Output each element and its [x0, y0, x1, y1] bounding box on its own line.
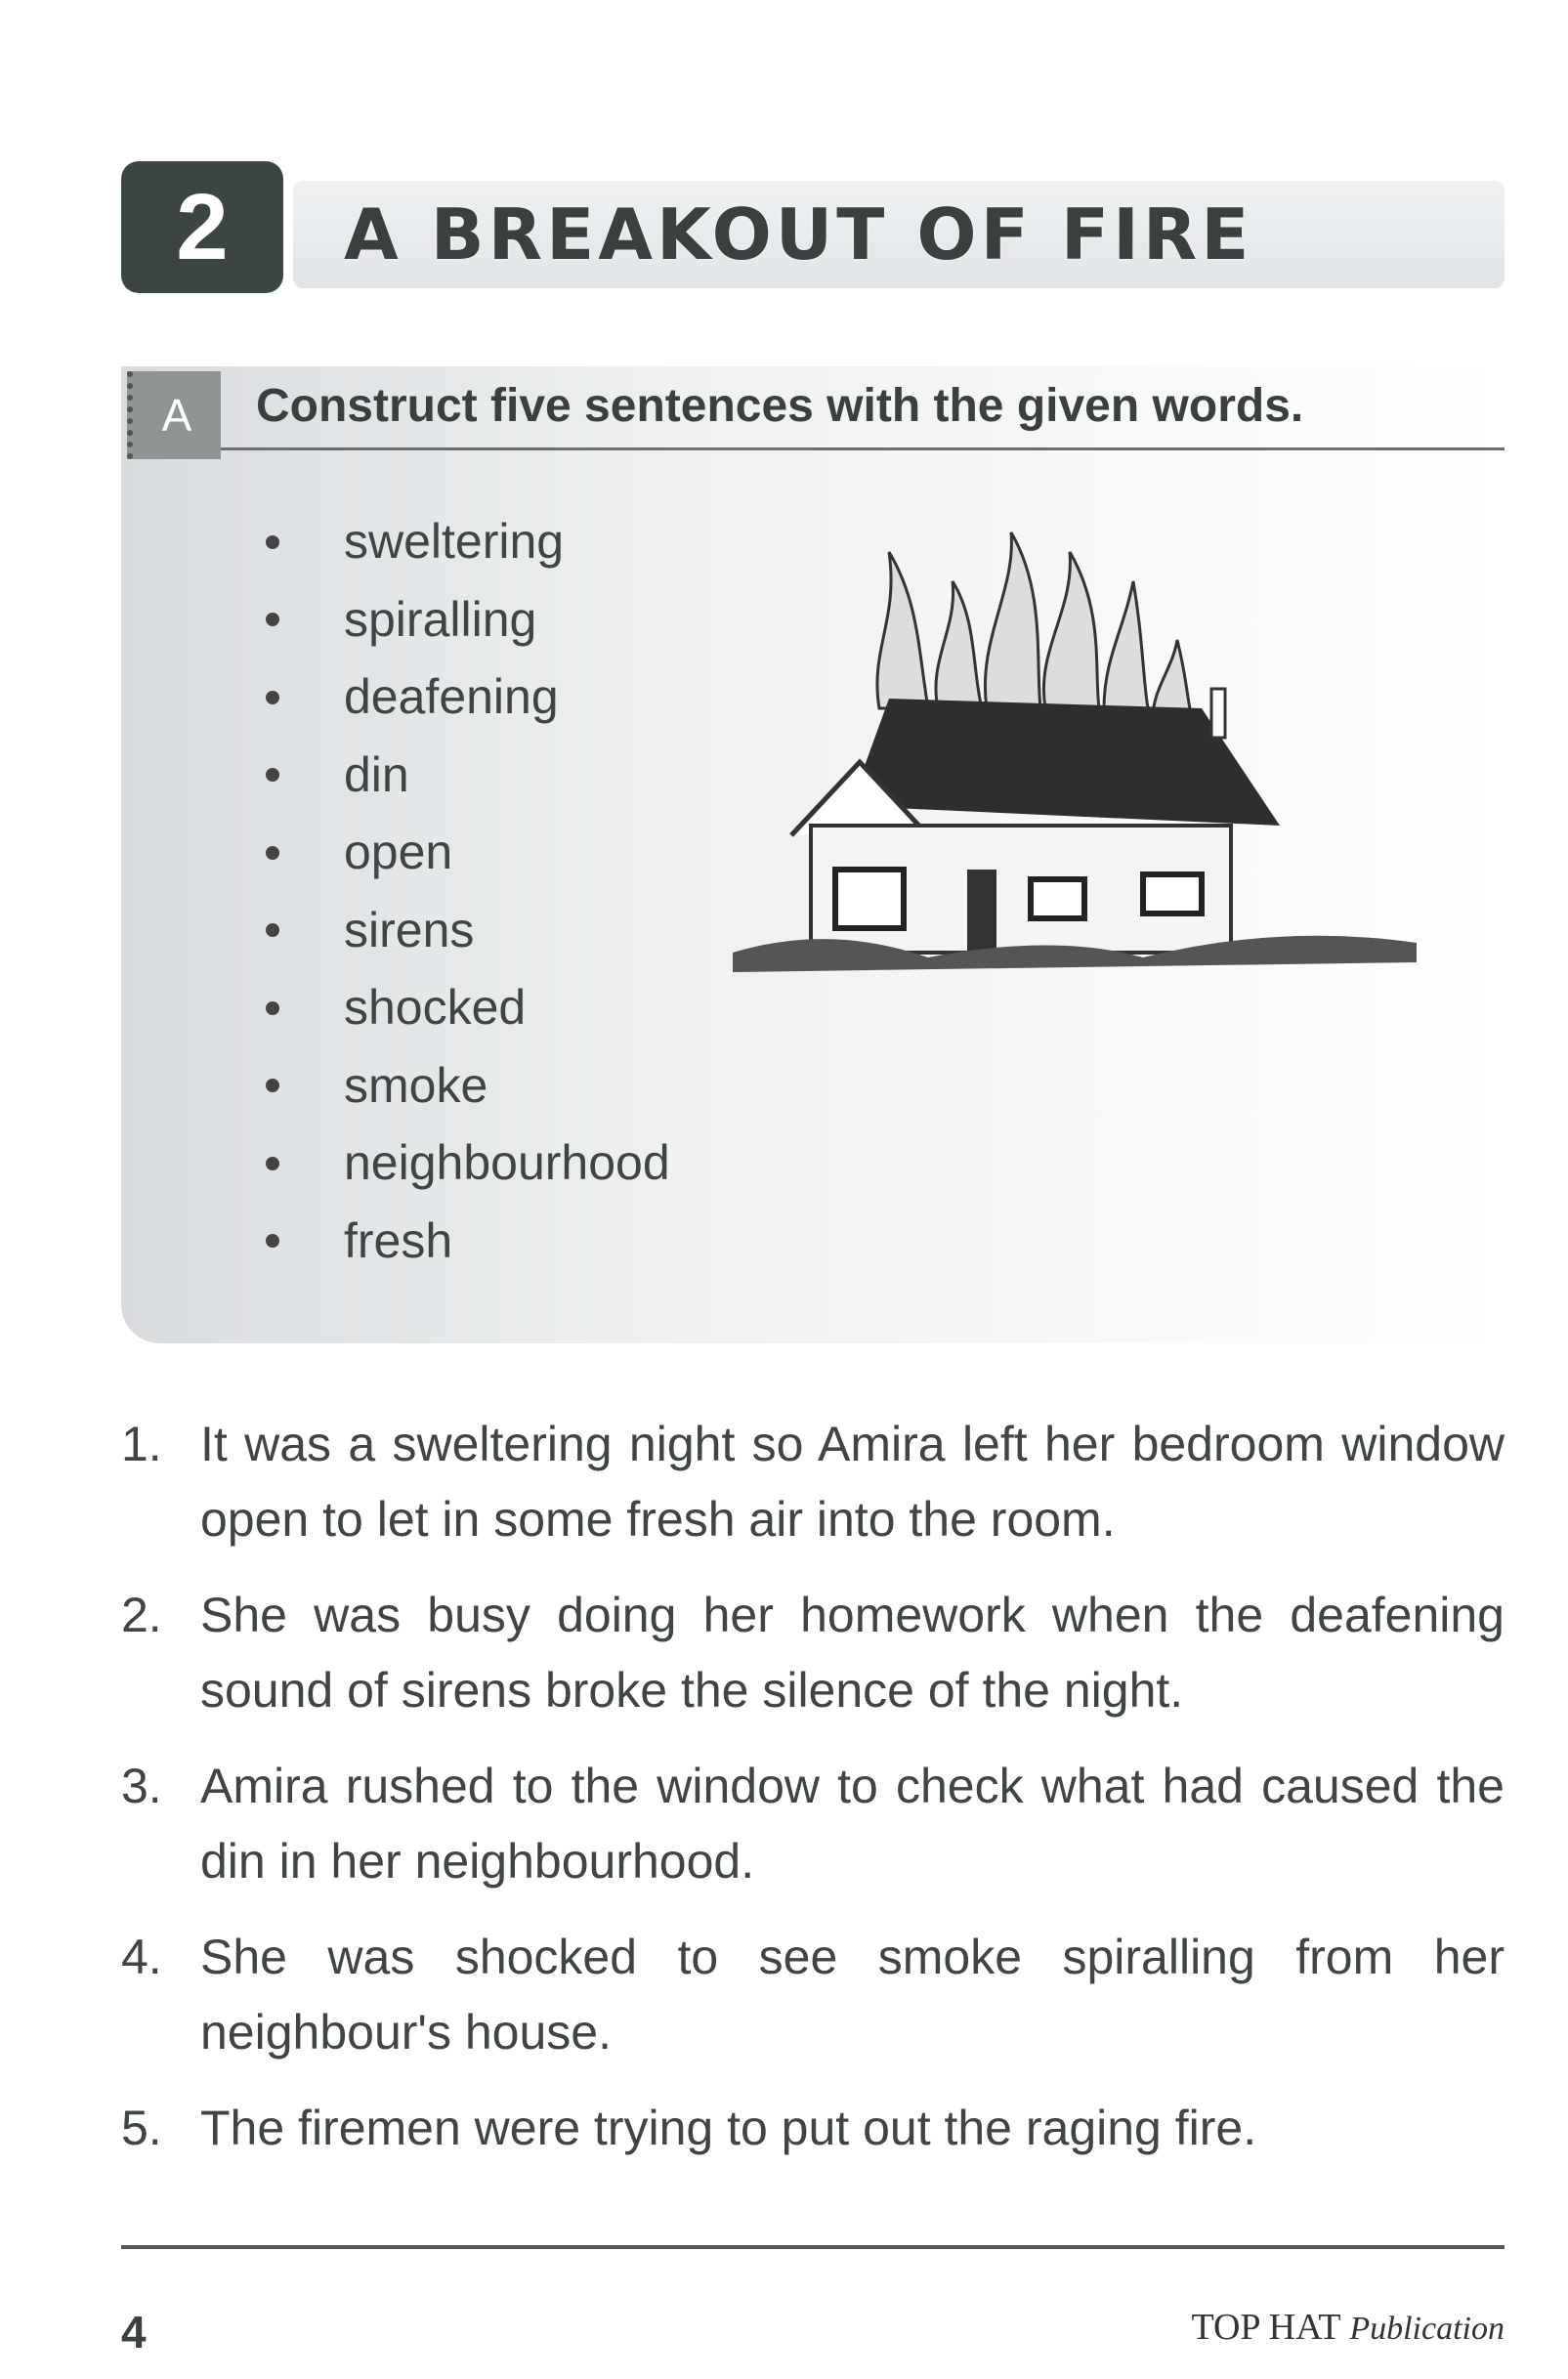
word: sirens: [344, 902, 475, 957]
sentence-item: [121, 1407, 1504, 1557]
instruction: Construct five sentences with the given words.: [256, 380, 1304, 432]
section-badge: [127, 371, 221, 459]
sentence-item: [121, 1920, 1504, 2070]
chapter-title-bar: [293, 181, 1504, 288]
sentence-number: 2.: [121, 1588, 162, 1642]
footer-rule: [121, 2245, 1504, 2249]
sentence-text: The firemen were trying to put out the raging fire.: [200, 2101, 1257, 2155]
sentence-number: 5.: [121, 2101, 162, 2155]
sentence-number: 3.: [121, 1759, 162, 1813]
section-label: A: [161, 390, 192, 441]
sentence-text: She was shocked to see smoke spiralling from her neighbour's house.: [200, 1930, 1504, 2060]
list-item: [252, 581, 670, 659]
publisher-suffix: Publication: [1349, 2311, 1504, 2347]
sentence-item: [121, 1749, 1504, 1899]
publisher: [1191, 2306, 1504, 2349]
sentence-item: [121, 2091, 1504, 2166]
list-item: [252, 892, 670, 970]
bullet-icon: [266, 1234, 279, 1248]
bullet-icon: [266, 535, 279, 549]
burning-house-illustration: [733, 513, 1475, 1031]
word: open: [344, 825, 453, 879]
sentence-number: 4.: [121, 1930, 162, 1984]
word: sweltering: [344, 514, 565, 569]
list-item: [252, 1125, 670, 1203]
chapter-number: 2: [176, 174, 229, 279]
bullet-icon: [266, 1079, 279, 1092]
chapter-title: A BREAKOUT OF FIRE: [344, 193, 1253, 276]
list-item: [252, 814, 670, 892]
bullet-icon: [266, 768, 279, 782]
publisher-name: TOP HAT: [1191, 2307, 1340, 2348]
sentence-item: [121, 1578, 1504, 1728]
list-item: [252, 1203, 670, 1281]
bullet-icon: [266, 923, 279, 937]
sentence-text: It was a sweltering night so Amira left her bedroom window open to let in some fresh air into the room.: [200, 1417, 1504, 1547]
list-item: [252, 658, 670, 737]
sentence-text: Amira rushed to the window to check what had caused the din in her neighbourhood.: [200, 1759, 1504, 1889]
list-item: [252, 969, 670, 1047]
word: neighbourhood: [344, 1135, 670, 1190]
list-item: [252, 1047, 670, 1126]
word: spiralling: [344, 591, 537, 647]
word: fresh: [344, 1212, 453, 1268]
bullet-icon: [266, 1001, 279, 1015]
word: deafening: [344, 669, 559, 724]
chapter-number-badge: [121, 161, 283, 293]
sentence-list: [121, 1407, 1504, 2187]
word-list: [252, 503, 670, 1280]
bullet-icon: [266, 1157, 279, 1170]
list-item: [252, 503, 670, 581]
list-item: [252, 737, 670, 815]
divider: [221, 447, 1504, 450]
bullet-icon: [266, 691, 279, 704]
page-number: 4: [121, 2307, 147, 2358]
word: shocked: [344, 980, 527, 1035]
bullet-icon: [266, 846, 279, 860]
bullet-icon: [266, 613, 279, 626]
sentence-text: She was busy doing her homework when the deafening sound of sirens broke the silence of the night.: [200, 1588, 1504, 1718]
word: din: [344, 746, 409, 802]
word: smoke: [344, 1057, 488, 1113]
sentence-number: 1.: [121, 1417, 162, 1471]
